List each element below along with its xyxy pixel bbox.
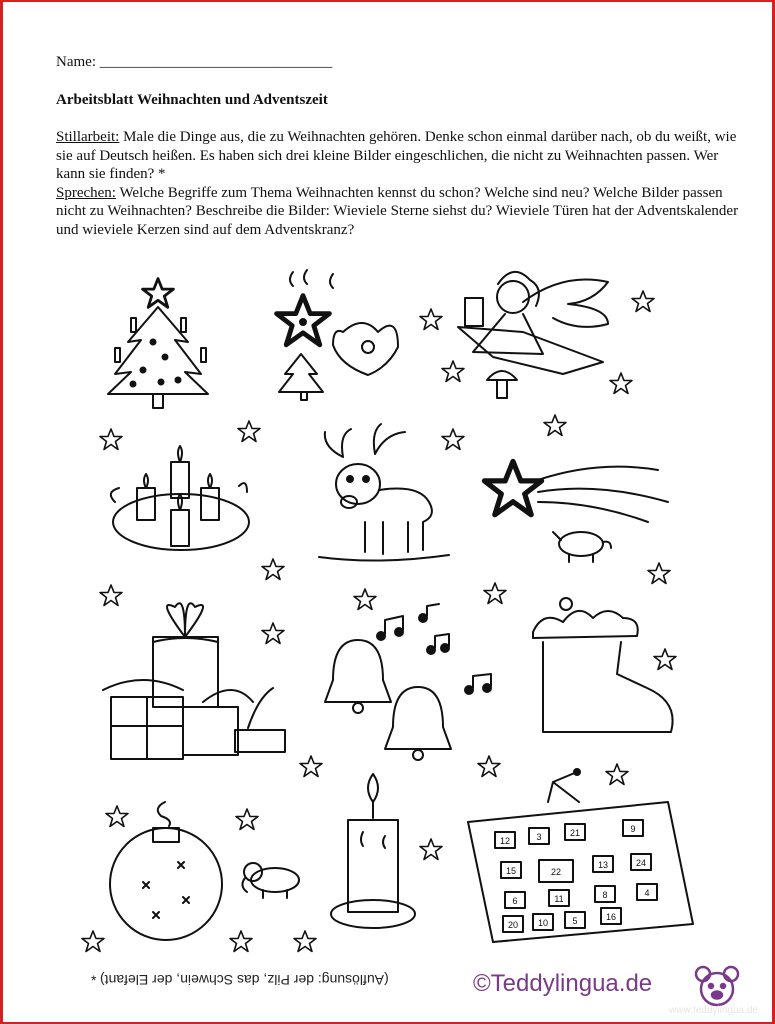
stillarbeit-label: Stillarbeit: — [56, 129, 120, 145]
calendar-door-number: 15 — [505, 866, 517, 876]
advent-wreath-icon — [111, 446, 249, 550]
instructions — [56, 128, 746, 239]
illustration-area — [3, 252, 772, 962]
worksheet-title: Arbeitsblatt Weihnachten und Adventszeit — [56, 92, 328, 108]
bells-icon — [325, 640, 451, 760]
calendar-door-number: 10 — [537, 918, 549, 928]
mushroom-icon — [487, 371, 517, 398]
calendar-door-number: 21 — [569, 828, 581, 838]
pig-icon — [553, 532, 611, 562]
gift-boxes-icon — [103, 603, 285, 759]
stillarbeit-text: Male die Dinge aus, die zu Weihnachten gehören. Denke schon einmal darüber nach, ob du weißt, wie sie auf Deutsch heißen. Es haben sich drei kleine Bilder eingeschlichen, die nicht zu Weihnachten passen. Wer kann sie finden? * — [56, 129, 737, 182]
sprechen-paragraph — [56, 184, 746, 240]
sprechen-text: Welche Begriffe zum Thema Weihnachten kennst du schon? Welche sind neu? Welche Bilder passen nicht zu Weihnachten? Beschreibe die Bilder: Wieviele Sterne siehst du? Wieviele Türen hat der Adventskalender und wieviele Kerzen sind auf dem Adventskranz? — [56, 184, 739, 238]
calendar-door-number: 22 — [550, 867, 562, 877]
sprechen-label: Sprechen: — [56, 184, 116, 201]
calendar-door-number: 11 — [554, 894, 564, 904]
reindeer-icon — [319, 424, 449, 561]
stillarbeit-paragraph — [56, 128, 746, 184]
footnote-asterisk: * — [91, 972, 97, 988]
calendar-door-number: 12 — [499, 836, 511, 846]
calendar-door-number: 9 — [630, 824, 636, 834]
calendar-door-number: 16 — [605, 912, 617, 922]
calendar-door-number: 20 — [507, 920, 519, 930]
cookies-icon — [277, 270, 398, 400]
calendar-door-number: 3 — [536, 832, 542, 842]
solution-footnote — [91, 972, 389, 988]
name-line: Name: _______________________________ — [56, 54, 333, 70]
music-notes-icon — [377, 604, 491, 694]
advent-calendar-icon — [468, 769, 693, 942]
calendar-door-number: 8 — [602, 890, 608, 900]
star-icon — [82, 291, 676, 952]
christmas-tree-icon — [108, 279, 208, 408]
angel-icon — [458, 272, 608, 374]
calendar-door-number: 13 — [597, 860, 609, 870]
calendar-door-number: 4 — [644, 888, 650, 898]
candle-icon — [331, 774, 415, 928]
calendar-door-number: 24 — [635, 858, 647, 868]
elephant-icon — [242, 863, 299, 898]
teddy-bear-icon — [693, 964, 741, 1008]
bauble-icon — [110, 802, 222, 940]
brand-logo-text: ©Teddylingua.de — [473, 970, 653, 997]
faint-watermark: www.teddylingua.de — [669, 1005, 758, 1016]
footnote-solution: (Auflösung: der Pilz, das Schwein, der Elefant) — [100, 972, 390, 988]
calendar-door-number: 6 — [512, 896, 518, 906]
boot-icon — [533, 598, 673, 732]
shooting-star-icon — [484, 461, 668, 522]
calendar-door-number: 5 — [572, 916, 578, 926]
